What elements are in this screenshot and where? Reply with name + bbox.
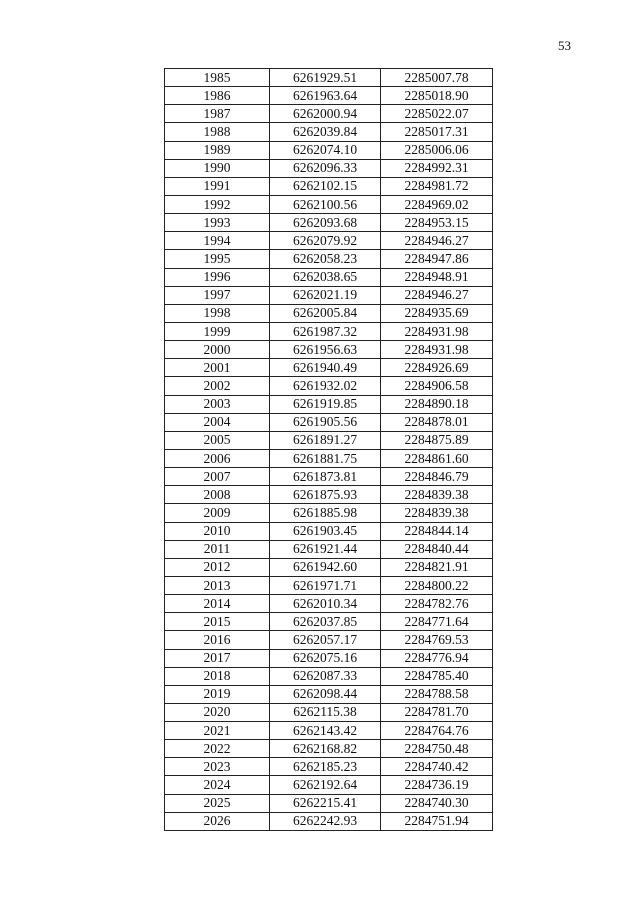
x-coordinate-cell: 6261875.93	[270, 486, 381, 504]
y-coordinate-cell: 2284935.69	[381, 304, 493, 322]
x-coordinate-cell: 6261905.56	[270, 413, 381, 431]
y-coordinate-cell: 2284764.76	[381, 722, 493, 740]
y-coordinate-cell: 2284846.79	[381, 468, 493, 486]
point-number-cell: 1995	[165, 250, 270, 268]
y-coordinate-cell: 2284839.38	[381, 504, 493, 522]
point-number-cell: 2001	[165, 359, 270, 377]
point-number-cell: 1993	[165, 214, 270, 232]
point-number-cell: 1990	[165, 159, 270, 177]
x-coordinate-cell: 6262021.19	[270, 286, 381, 304]
table-row	[165, 341, 493, 359]
point-number-cell: 1987	[165, 105, 270, 123]
x-coordinate-cell: 6262143.42	[270, 722, 381, 740]
point-number-cell: 2019	[165, 685, 270, 703]
x-coordinate-cell: 6262075.16	[270, 649, 381, 667]
y-coordinate-cell: 2284839.38	[381, 486, 493, 504]
table-row	[165, 776, 493, 794]
y-coordinate-cell: 2284890.18	[381, 395, 493, 413]
y-coordinate-cell: 2285007.78	[381, 69, 493, 87]
point-number-cell: 1992	[165, 195, 270, 213]
y-coordinate-cell: 2285022.07	[381, 105, 493, 123]
x-coordinate-cell: 6261932.02	[270, 377, 381, 395]
table-row	[165, 159, 493, 177]
x-coordinate-cell: 6262074.10	[270, 141, 381, 159]
table-row	[165, 359, 493, 377]
y-coordinate-cell: 2284736.19	[381, 776, 493, 794]
point-number-cell: 2003	[165, 395, 270, 413]
y-coordinate-cell: 2284878.01	[381, 413, 493, 431]
x-coordinate-cell: 6261873.81	[270, 468, 381, 486]
y-coordinate-cell: 2284948.91	[381, 268, 493, 286]
x-coordinate-cell: 6262098.44	[270, 685, 381, 703]
table-row	[165, 449, 493, 467]
table-row	[165, 431, 493, 449]
table-row	[165, 649, 493, 667]
table-row	[165, 105, 493, 123]
point-number-cell: 2005	[165, 431, 270, 449]
y-coordinate-cell: 2285017.31	[381, 123, 493, 141]
y-coordinate-cell: 2284740.30	[381, 794, 493, 812]
point-number-cell: 2008	[165, 486, 270, 504]
table-row	[165, 703, 493, 721]
table-row	[165, 141, 493, 159]
y-coordinate-cell: 2284926.69	[381, 359, 493, 377]
point-number-cell: 2024	[165, 776, 270, 794]
y-coordinate-cell: 2284946.27	[381, 286, 493, 304]
y-coordinate-cell: 2284931.98	[381, 322, 493, 340]
table-row	[165, 740, 493, 758]
table-row	[165, 631, 493, 649]
table-row	[165, 304, 493, 322]
y-coordinate-cell: 2284906.58	[381, 377, 493, 395]
table-row	[165, 794, 493, 812]
point-number-cell: 2009	[165, 504, 270, 522]
point-number-cell: 1991	[165, 177, 270, 195]
table-row	[165, 286, 493, 304]
y-coordinate-cell: 2284992.31	[381, 159, 493, 177]
point-number-cell: 2018	[165, 667, 270, 685]
y-coordinate-cell: 2284781.70	[381, 703, 493, 721]
y-coordinate-cell: 2284844.14	[381, 522, 493, 540]
table-row	[165, 558, 493, 576]
table-row	[165, 522, 493, 540]
x-coordinate-cell: 6261940.49	[270, 359, 381, 377]
y-coordinate-cell: 2285018.90	[381, 87, 493, 105]
point-number-cell: 2026	[165, 812, 270, 830]
x-coordinate-cell: 6262168.82	[270, 740, 381, 758]
point-number-cell: 2017	[165, 649, 270, 667]
table-row	[165, 177, 493, 195]
point-number-cell: 1997	[165, 286, 270, 304]
y-coordinate-cell: 2284785.40	[381, 667, 493, 685]
x-coordinate-cell: 6262093.68	[270, 214, 381, 232]
point-number-cell: 2025	[165, 794, 270, 812]
x-coordinate-cell: 6262242.93	[270, 812, 381, 830]
y-coordinate-cell: 2284953.15	[381, 214, 493, 232]
point-number-cell: 1986	[165, 87, 270, 105]
y-coordinate-cell: 2284931.98	[381, 341, 493, 359]
table-row	[165, 87, 493, 105]
point-number-cell: 1985	[165, 69, 270, 87]
point-number-cell: 1996	[165, 268, 270, 286]
table-row	[165, 468, 493, 486]
point-number-cell: 1998	[165, 304, 270, 322]
y-coordinate-cell: 2284821.91	[381, 558, 493, 576]
y-coordinate-cell: 2284776.94	[381, 649, 493, 667]
point-number-cell: 2021	[165, 722, 270, 740]
table-row	[165, 504, 493, 522]
x-coordinate-cell: 6262005.84	[270, 304, 381, 322]
x-coordinate-cell: 6261885.98	[270, 504, 381, 522]
point-number-cell: 1999	[165, 322, 270, 340]
x-coordinate-cell: 6262037.85	[270, 613, 381, 631]
point-number-cell: 1989	[165, 141, 270, 159]
point-number-cell: 2011	[165, 540, 270, 558]
table-row	[165, 322, 493, 340]
coordinates-table	[164, 68, 493, 831]
table-row	[165, 812, 493, 830]
x-coordinate-cell: 6261929.51	[270, 69, 381, 87]
point-number-cell: 2015	[165, 613, 270, 631]
table-row	[165, 214, 493, 232]
y-coordinate-cell: 2284740.42	[381, 758, 493, 776]
table-row	[165, 722, 493, 740]
table-row	[165, 250, 493, 268]
x-coordinate-cell: 6262038.65	[270, 268, 381, 286]
y-coordinate-cell: 2284947.86	[381, 250, 493, 268]
table-row	[165, 413, 493, 431]
table-row	[165, 377, 493, 395]
y-coordinate-cell: 2284788.58	[381, 685, 493, 703]
x-coordinate-cell: 6262102.15	[270, 177, 381, 195]
table-row	[165, 395, 493, 413]
table-row	[165, 195, 493, 213]
y-coordinate-cell: 2284861.60	[381, 449, 493, 467]
x-coordinate-cell: 6261903.45	[270, 522, 381, 540]
x-coordinate-cell: 6261963.64	[270, 87, 381, 105]
x-coordinate-cell: 6262000.94	[270, 105, 381, 123]
point-number-cell: 1994	[165, 232, 270, 250]
x-coordinate-cell: 6261971.71	[270, 576, 381, 594]
point-number-cell: 2004	[165, 413, 270, 431]
x-coordinate-cell: 6261881.75	[270, 449, 381, 467]
point-number-cell: 2020	[165, 703, 270, 721]
point-number-cell: 2002	[165, 377, 270, 395]
y-coordinate-cell: 2284769.53	[381, 631, 493, 649]
table-row	[165, 540, 493, 558]
y-coordinate-cell: 2284782.76	[381, 595, 493, 613]
table-row	[165, 123, 493, 141]
x-coordinate-cell: 6262215.41	[270, 794, 381, 812]
table-row	[165, 268, 493, 286]
table-row	[165, 486, 493, 504]
point-number-cell: 2023	[165, 758, 270, 776]
point-number-cell: 2022	[165, 740, 270, 758]
x-coordinate-cell: 6261956.63	[270, 341, 381, 359]
table-row	[165, 595, 493, 613]
x-coordinate-cell: 6262057.17	[270, 631, 381, 649]
x-coordinate-cell: 6261919.85	[270, 395, 381, 413]
table-row	[165, 232, 493, 250]
table-row	[165, 613, 493, 631]
point-number-cell: 2000	[165, 341, 270, 359]
x-coordinate-cell: 6262185.23	[270, 758, 381, 776]
x-coordinate-cell: 6262039.84	[270, 123, 381, 141]
table-row	[165, 685, 493, 703]
x-coordinate-cell: 6261921.44	[270, 540, 381, 558]
table-row	[165, 576, 493, 594]
x-coordinate-cell: 6262096.33	[270, 159, 381, 177]
y-coordinate-cell: 2284750.48	[381, 740, 493, 758]
point-number-cell: 2016	[165, 631, 270, 649]
table-body	[165, 69, 493, 831]
y-coordinate-cell: 2285006.06	[381, 141, 493, 159]
x-coordinate-cell: 6262192.64	[270, 776, 381, 794]
table-row	[165, 758, 493, 776]
point-number-cell: 2007	[165, 468, 270, 486]
y-coordinate-cell: 2284840.44	[381, 540, 493, 558]
x-coordinate-cell: 6262115.38	[270, 703, 381, 721]
page-number: 53	[558, 38, 571, 53]
y-coordinate-cell: 2284875.89	[381, 431, 493, 449]
x-coordinate-cell: 6261987.32	[270, 322, 381, 340]
y-coordinate-cell: 2284981.72	[381, 177, 493, 195]
x-coordinate-cell: 6262087.33	[270, 667, 381, 685]
point-number-cell: 2012	[165, 558, 270, 576]
point-number-cell: 2013	[165, 576, 270, 594]
table-row	[165, 667, 493, 685]
x-coordinate-cell: 6261942.60	[270, 558, 381, 576]
y-coordinate-cell: 2284800.22	[381, 576, 493, 594]
table-row	[165, 69, 493, 87]
x-coordinate-cell: 6262010.34	[270, 595, 381, 613]
point-number-cell: 2010	[165, 522, 270, 540]
x-coordinate-cell: 6262100.56	[270, 195, 381, 213]
y-coordinate-cell: 2284946.27	[381, 232, 493, 250]
x-coordinate-cell: 6261891.27	[270, 431, 381, 449]
y-coordinate-cell: 2284969.02	[381, 195, 493, 213]
y-coordinate-cell: 2284771.64	[381, 613, 493, 631]
x-coordinate-cell: 6262079.92	[270, 232, 381, 250]
point-number-cell: 1988	[165, 123, 270, 141]
y-coordinate-cell: 2284751.94	[381, 812, 493, 830]
point-number-cell: 2006	[165, 449, 270, 467]
point-number-cell: 2014	[165, 595, 270, 613]
x-coordinate-cell: 6262058.23	[270, 250, 381, 268]
